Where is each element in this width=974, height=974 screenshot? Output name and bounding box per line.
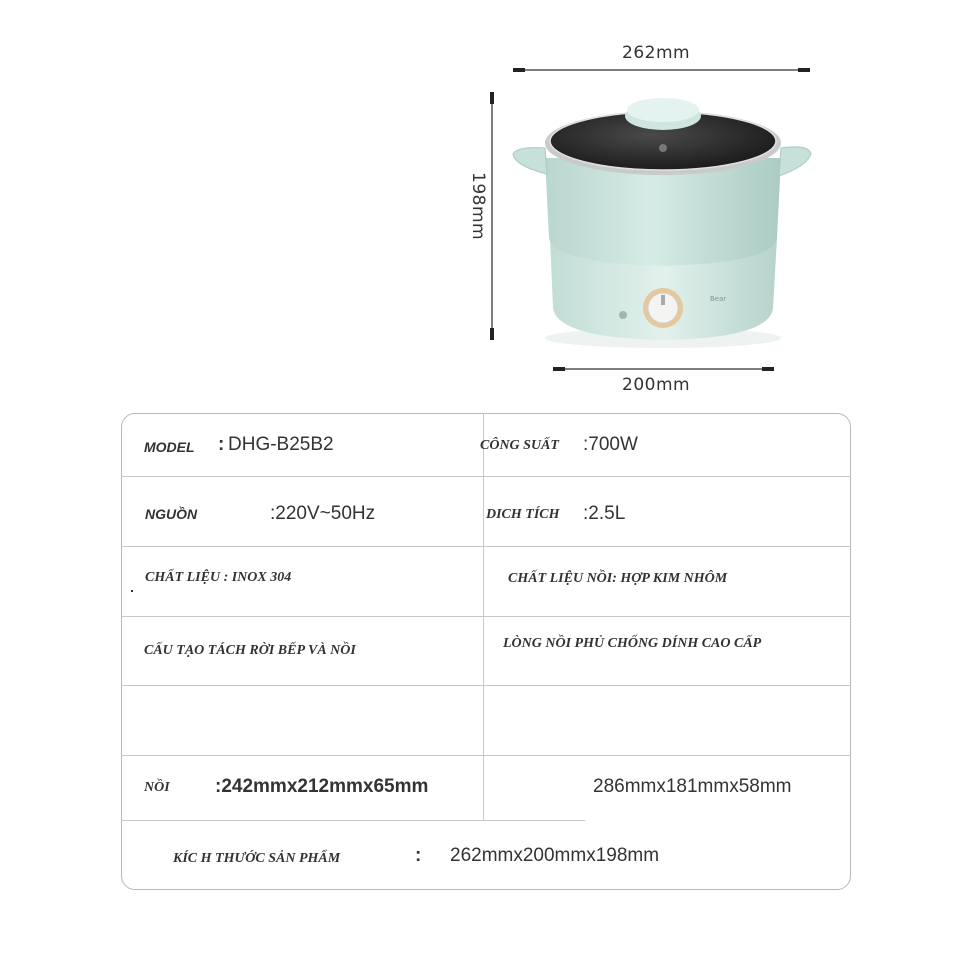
- height-dimension-line: [490, 92, 494, 340]
- width-dimension-line: [513, 68, 810, 72]
- row-divider: [121, 685, 851, 686]
- pot-label: NỒI: [144, 780, 170, 795]
- row-divider: [121, 616, 851, 617]
- material-text: CHẤT LIỆU : INOX 304: [145, 570, 292, 585]
- base-width-dimension-line: [553, 367, 774, 371]
- column-divider: [483, 413, 484, 820]
- row-divider: [121, 476, 851, 477]
- structure-text: CẤU TẠO TÁCH RỜI BẾP VÀ NỒI: [144, 643, 356, 658]
- source-label: NGUỒN: [145, 506, 198, 522]
- bullet-dot: [131, 590, 133, 592]
- power-value: :700W: [583, 434, 638, 455]
- hot-pot-image: [505, 88, 815, 353]
- model-value: DHG-B25B2: [228, 434, 334, 455]
- model-colon: :: [218, 434, 225, 455]
- coating-text: LÒNG NỒI PHỦ CHỐNG DÍNH CAO CẤP: [503, 636, 762, 651]
- row-divider: [121, 820, 585, 821]
- volume-value: :2.5L: [583, 503, 626, 524]
- power-label: CÔNG SUẤT: [480, 438, 559, 453]
- size-value: 262mmx200mmx198mm: [450, 845, 660, 866]
- row-divider: [121, 755, 851, 756]
- volume-label: DICH TÍCH: [486, 507, 560, 522]
- base-dimension-value: 286mmx181mmx58mm: [593, 776, 792, 797]
- width-dimension-label: 262mm: [622, 43, 691, 63]
- height-dimension-label: 198mm: [468, 172, 488, 241]
- pot-value: :242mmx212mmx65mm: [215, 776, 429, 797]
- model-label: MODEL: [144, 439, 195, 455]
- size-colon: :: [415, 845, 422, 866]
- pot-material-text: CHẤT LIỆU NỒI: HỢP KIM NHÔM: [508, 571, 728, 586]
- row-divider: [121, 546, 851, 547]
- size-label: KÍC H THƯỚC SẢN PHẨM: [173, 851, 341, 866]
- svg-text:Bear: Bear: [710, 295, 727, 303]
- base-width-dimension-label: 200mm: [622, 375, 691, 395]
- source-value: :220V~50Hz: [270, 503, 376, 524]
